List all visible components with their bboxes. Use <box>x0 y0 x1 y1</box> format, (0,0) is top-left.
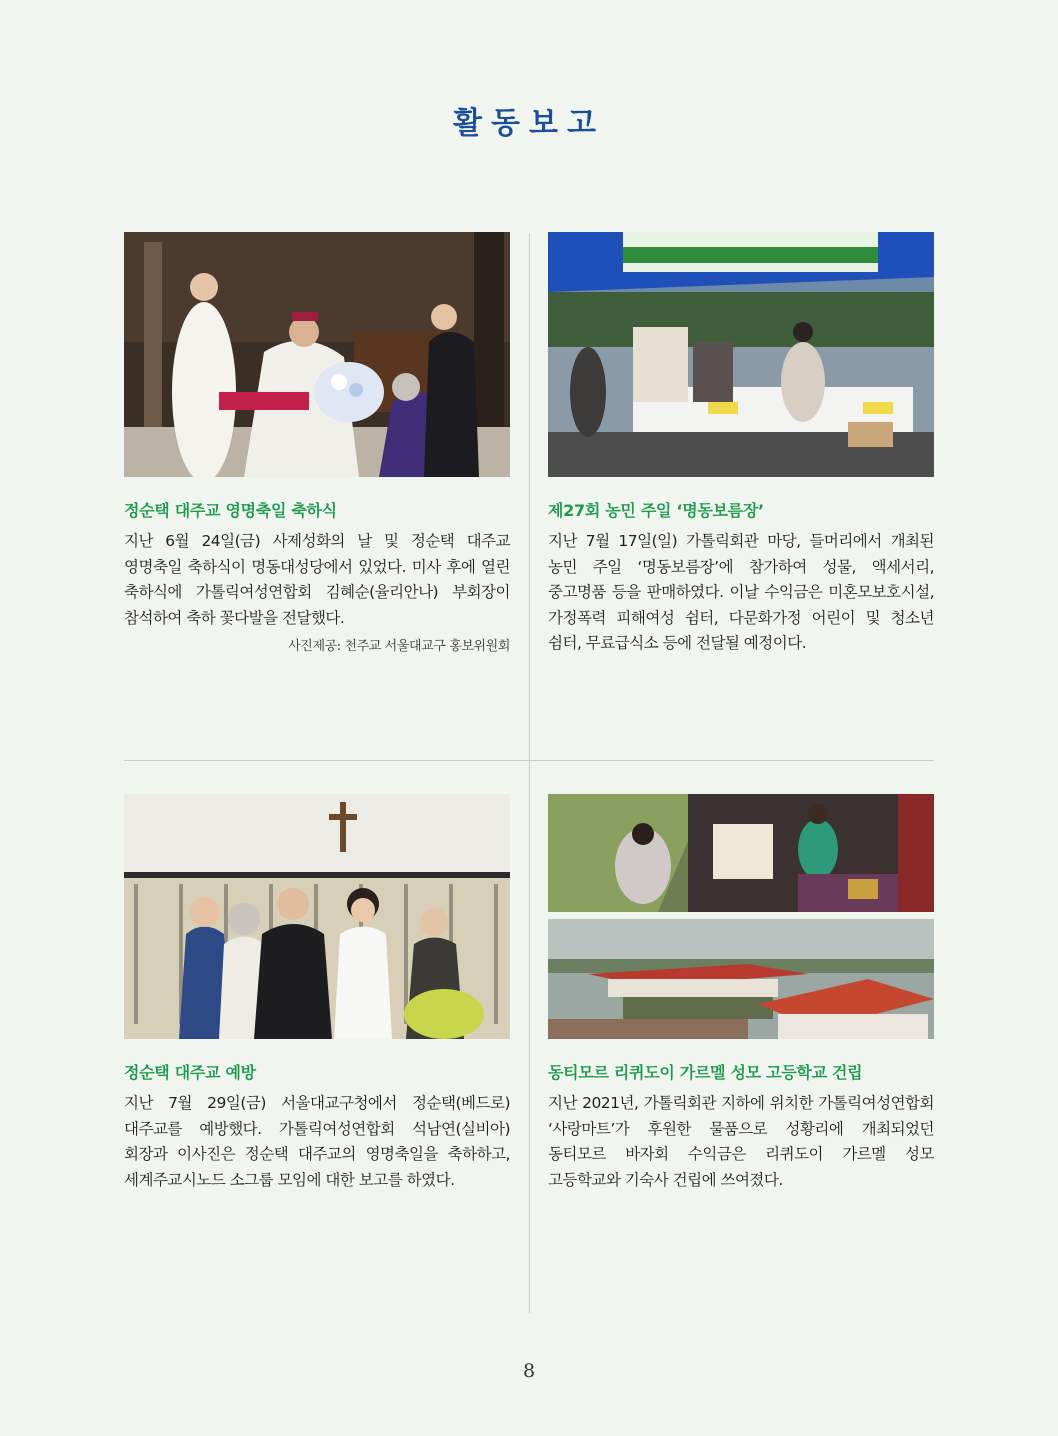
article-headline: 정순택 대주교 영명축일 축하식 <box>124 501 337 520</box>
article-body: 지난 7월 29일(금) 서울대교구청에서 정순택(베드로) 대주교를 예방했다. 가톨릭여성연합회 석남연(실비아) 회장과 이사진은 정순택 대주교의 영명축일을 축하하고, 세계주교시노드 소그룹 모임에 대한 보고를 하였다. <box>124 1094 510 1189</box>
article-archbishop-feast-day <box>124 232 510 654</box>
photo-bouquet-presentation <box>124 232 510 477</box>
column-divider <box>529 233 530 1313</box>
article-body: 지난 2021년, 가톨릭회관 지하에 위치한 가톨릭여성연합회 ‘사랑마트’가 후원한 물품으로 성황리에 개최되었던 동티모르 바자회 수익금은 리퀴도이 가르멜 성모 고등학교와 기숙사 건립에 쓰여졌다. <box>548 1094 934 1189</box>
article-body: 지난 7월 17일(일) 가톨릭회관 마당, 들머리에서 개최된 농민 주일 ‘명동보름장’에 참가하여 성물, 액세서리, 중고명품 등을 판매하였다. 이날 수익금은 미혼모보호시설, 가정폭력 피해여성 쉼터, 다문화가정 어린이 및 청소년 쉼터, 무료급식소 등에 전달될 예정이다. <box>548 532 934 652</box>
photo-outdoor-market <box>548 232 934 477</box>
article-headline: 동티모르 리퀴도이 가르멜 성모 고등학교 건립 <box>548 1063 863 1082</box>
page-number: 8 <box>522 1360 536 1382</box>
article-east-timor-school <box>548 794 934 1193</box>
photo-bazaar-clothing <box>548 794 934 912</box>
row-divider <box>124 760 934 761</box>
photo-credit: 사진제공: 천주교 서울대교구 홍보위원회 <box>288 639 510 654</box>
article-archbishop-visit <box>124 794 510 1193</box>
photo-group-visit <box>124 794 510 1039</box>
article-farmers-market <box>548 232 934 657</box>
article-headline: 정순택 대주교 예방 <box>124 1063 256 1082</box>
page-title: 활동보고 <box>453 106 605 141</box>
article-body: 지난 6월 24일(금) 사제성화의 날 및 정순택 대주교 영명축일 축하식이 명동대성당에서 있었다. 미사 후에 열린 축하식에 가톨릭여성연합회 김혜순(율리안나) 부회장이 참석하여 축하 꽃다발을 전달했다. <box>124 532 510 627</box>
article-headline: 제27회 농민 주일 ‘명동보름장’ <box>548 501 764 520</box>
photo-school-construction <box>548 919 934 1039</box>
